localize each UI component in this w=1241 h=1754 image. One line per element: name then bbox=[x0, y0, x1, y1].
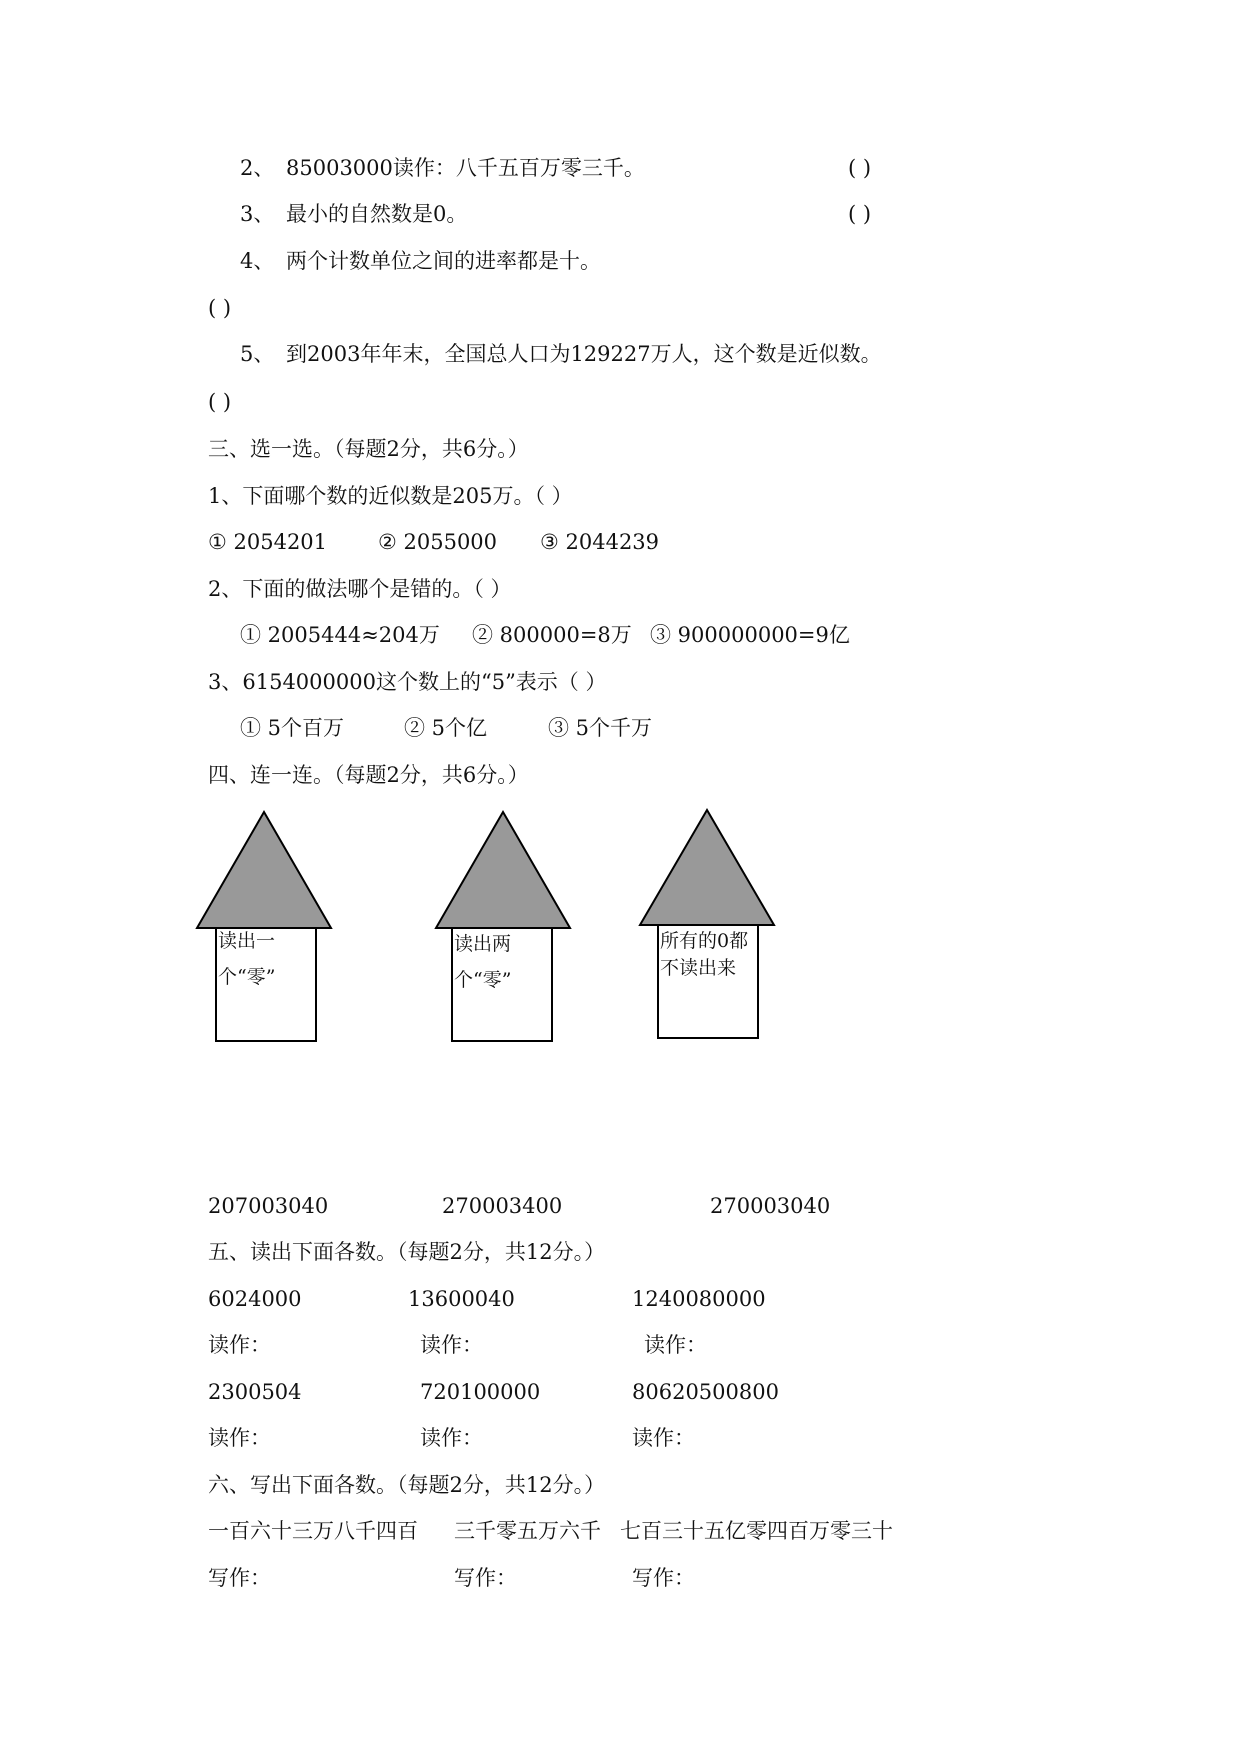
house-label: 读出一 bbox=[218, 930, 276, 952]
question: 1、下面哪个数的近似数是205万。（ ） bbox=[208, 484, 573, 508]
option: ② 2055000 bbox=[378, 530, 498, 554]
option: ① 2054201 bbox=[208, 530, 328, 554]
answer-paren: ( ) bbox=[848, 202, 872, 226]
write-label: 写作： bbox=[454, 1566, 517, 1590]
write-item: 七百三十五亿零四百万零三十 bbox=[620, 1519, 893, 1543]
option: ③ 2044239 bbox=[540, 530, 660, 554]
house-label: 读出两 bbox=[454, 933, 512, 955]
read-number: 2300504 bbox=[208, 1380, 302, 1404]
judge-text: 85003000读作：八千五百万零三千。 bbox=[286, 156, 645, 180]
section-title: 三、选一选。（每题2分，共6分。） bbox=[208, 437, 529, 461]
connect-number: 270003040 bbox=[710, 1194, 831, 1218]
answer-paren: ( ) bbox=[208, 390, 232, 414]
read-number: 6024000 bbox=[208, 1287, 302, 1311]
house-label: 个“零” bbox=[454, 969, 512, 991]
house-label: 所有的0都 bbox=[660, 930, 749, 952]
connect-number: 270003400 bbox=[442, 1194, 563, 1218]
connect-number: 207003040 bbox=[208, 1194, 329, 1218]
option: ③ 900000000=9亿 bbox=[650, 623, 850, 647]
read-label: 读作： bbox=[420, 1333, 483, 1357]
judge-text: 两个计数单位之间的进率都是十。 bbox=[286, 249, 601, 273]
question: 3、6154000000这个数上的“5”表示（ ） bbox=[208, 670, 607, 694]
answer-paren: ( ) bbox=[848, 156, 872, 180]
option: ② 5个亿 bbox=[404, 716, 488, 740]
judge-num: 5、 bbox=[240, 342, 275, 366]
read-label: 读作： bbox=[208, 1333, 271, 1357]
section-title: 四、连一连。（每题2分，共6分。） bbox=[208, 763, 529, 787]
write-label: 写作： bbox=[208, 1566, 271, 1590]
section-title: 六、写出下面各数。（每题2分，共12分。） bbox=[208, 1473, 606, 1497]
write-label: 写作： bbox=[632, 1566, 695, 1590]
read-label: 读作： bbox=[208, 1426, 271, 1450]
house-1 bbox=[197, 812, 331, 1041]
house-2 bbox=[436, 812, 570, 1041]
house-label: 不读出来 bbox=[660, 957, 737, 979]
read-number: 80620500800 bbox=[632, 1380, 779, 1404]
house-3 bbox=[640, 810, 774, 1038]
judge-text: 最小的自然数是0。 bbox=[286, 202, 468, 226]
answer-paren: ( ) bbox=[208, 296, 232, 320]
judge-num: 2、 bbox=[240, 156, 275, 180]
section-title: 五、读出下面各数。（每题2分，共12分。） bbox=[208, 1240, 606, 1264]
judge-text: 到2003年年末，全国总人口为129227万人，这个数是近似数。 bbox=[286, 342, 882, 366]
option: ② 800000=8万 bbox=[472, 623, 632, 647]
option: ① 2005444≈204万 bbox=[240, 623, 440, 647]
question: 2、下面的做法哪个是错的。（ ） bbox=[208, 577, 512, 601]
read-label: 读作： bbox=[420, 1426, 483, 1450]
read-number: 1240080000 bbox=[632, 1287, 766, 1311]
read-label: 读作： bbox=[644, 1333, 707, 1357]
read-number: 13600040 bbox=[408, 1287, 515, 1311]
option: ③ 5个千万 bbox=[548, 716, 653, 740]
read-number: 720100000 bbox=[420, 1380, 541, 1404]
house-label: 个“零” bbox=[218, 966, 276, 988]
read-label: 读作： bbox=[632, 1426, 695, 1450]
judge-num: 4、 bbox=[240, 249, 275, 273]
write-item: 三千零五万六千 bbox=[454, 1519, 601, 1543]
judge-num: 3、 bbox=[240, 202, 275, 226]
option: ① 5个百万 bbox=[240, 716, 345, 740]
write-item: 一百六十三万八千四百 bbox=[208, 1519, 418, 1543]
